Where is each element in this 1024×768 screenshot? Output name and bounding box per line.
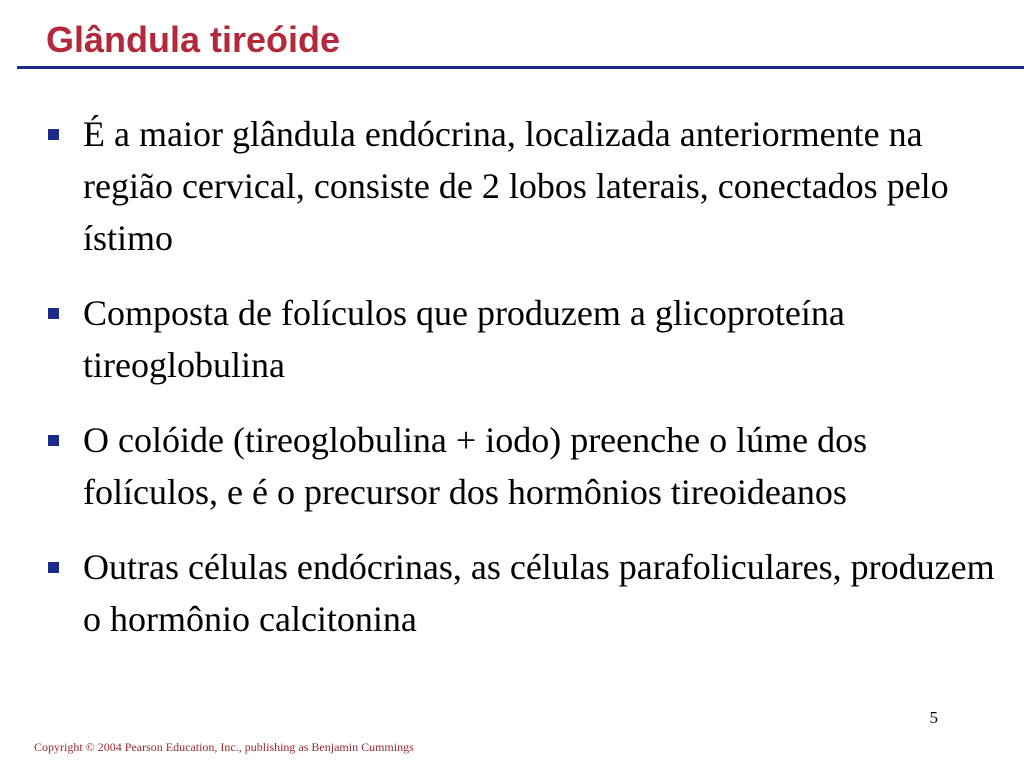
bullet-text: Outras células endócrinas, as células parafoliculares, produzem o hormônio calcitonina [83,547,995,639]
bullet-item [48,414,1004,518]
square-bullet-icon [48,562,59,573]
page-number: 5 [929,708,938,727]
bullet-text: É a maior glândula endócrina, localizada anteriormente na região cervical, consiste de 2 lobos laterais, conectados pelo ístimo [83,114,949,258]
square-bullet-icon [48,435,59,446]
bullet-item [48,108,1004,264]
square-bullet-icon [48,129,59,140]
bullet-item [48,541,1004,645]
bullet-text: Composta de folículos que produzem a glicoproteína tireoglobulina [83,293,845,385]
title-divider [17,66,1024,69]
copyright-notice: Copyright © 2004 Pearson Education, Inc., publishing as Benjamin Cummings [34,740,414,754]
square-bullet-icon [48,308,59,319]
slide-title: Glândula tireóide [46,19,341,60]
bullet-item [48,287,1004,391]
bullet-text: O colóide (tireoglobulina + iodo) preenche o lúme dos folículos, e é o precursor dos hormônios tireoideanos [83,420,868,512]
bullet-list [48,108,1004,668]
